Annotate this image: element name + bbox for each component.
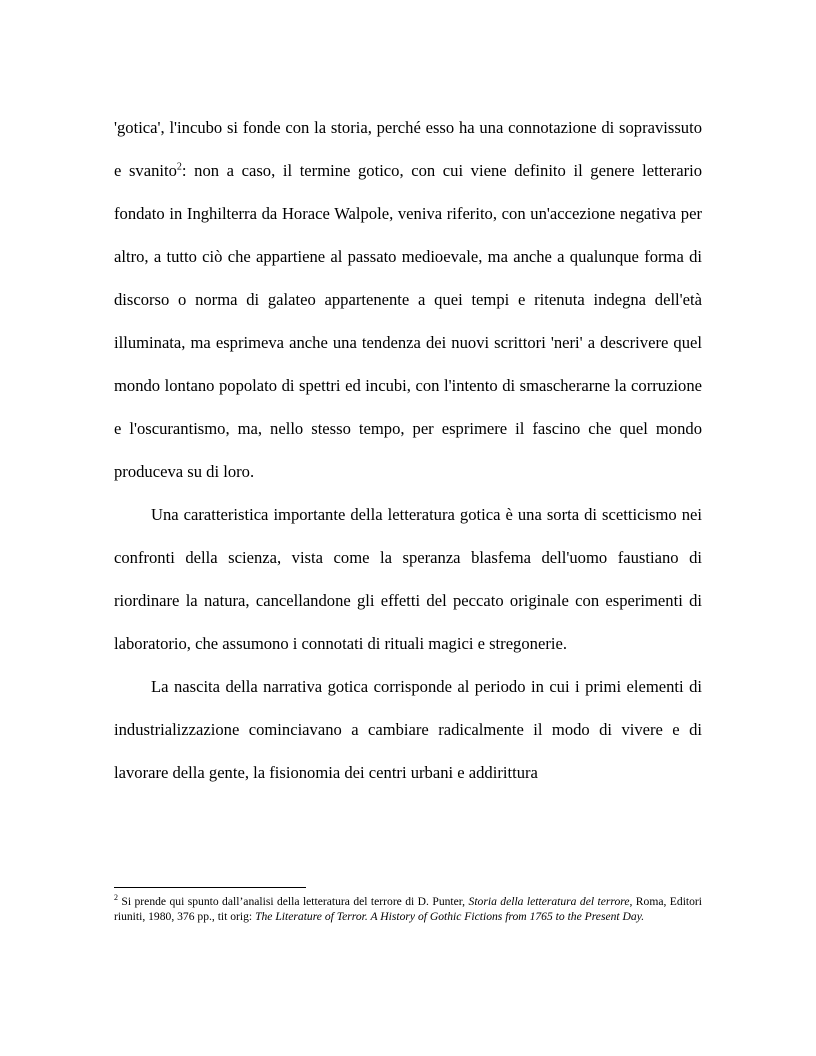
paragraph-1-text-b: : non a caso, il termine gotico, con cui viene definito il genere letterario fondato in Inghilterra da Horace Walpole, veniva riferito, con un'accezione negativa per altro, a tutto ciò che appartiene al passato medioevale, ma anche a qualunque forma di discorso o norma di galateo appartenente a quei tempi e ritenuta indegna dell'età illuminata, ma esprimeva anche una tendenza dei nuovi scrittori 'neri' a descrivere quel mondo lontano popolato di spettri ed incubi, con l'intento di smascherarne la corruzione e l'oscurantismo, ma, nello stesso tempo, per esprimere il fascino che quel mondo produceva su di loro.	[114, 161, 702, 481]
footnote-separator	[114, 887, 306, 888]
body-text	[114, 106, 702, 794]
footnote-text-a: Si prende qui spunto dall’analisi della letteratura del terrore di D. Punter,	[118, 895, 469, 908]
paragraph-1-text-a: 'gotica', l'incubo si fonde con la storia, perché esso ha una connotazione di sopravissuto e svanito	[114, 118, 702, 180]
footnote-title-italian: Storia della letteratura del terrore,	[468, 895, 633, 908]
footnote-reference[interactable]: 2	[176, 161, 182, 173]
footnote-text-b: Roma, Editori riuniti, 1980, 376 pp., tit orig:	[114, 895, 703, 923]
paragraph-2: Una caratteristica importante della letteratura gotica è una sorta di scetticismo nei confronti della scienza, vista come la speranza blasfema dell'uomo faustiano di riordinare la natura, cancellandone gli effetti del peccato originale con esperimenti di laboratorio, che assumono i connotati di rituali magici e stregonerie.	[114, 505, 702, 653]
paragraph-3: La nascita della narrativa gotica corrisponde al periodo in cui i primi elementi di industrializzazione cominciavano a cambiare radicalmente il modo di vivere e di lavorare della gente, la fisionomia dei centri urbani e addirittura	[114, 677, 702, 782]
paragraph-1	[114, 106, 702, 493]
footnote	[114, 894, 702, 924]
footnote-mark: 2	[114, 893, 118, 903]
footnote-title-original: The Literature of Terror. A History of Gothic Fictions from 1765 to the Present Day.	[255, 910, 645, 923]
